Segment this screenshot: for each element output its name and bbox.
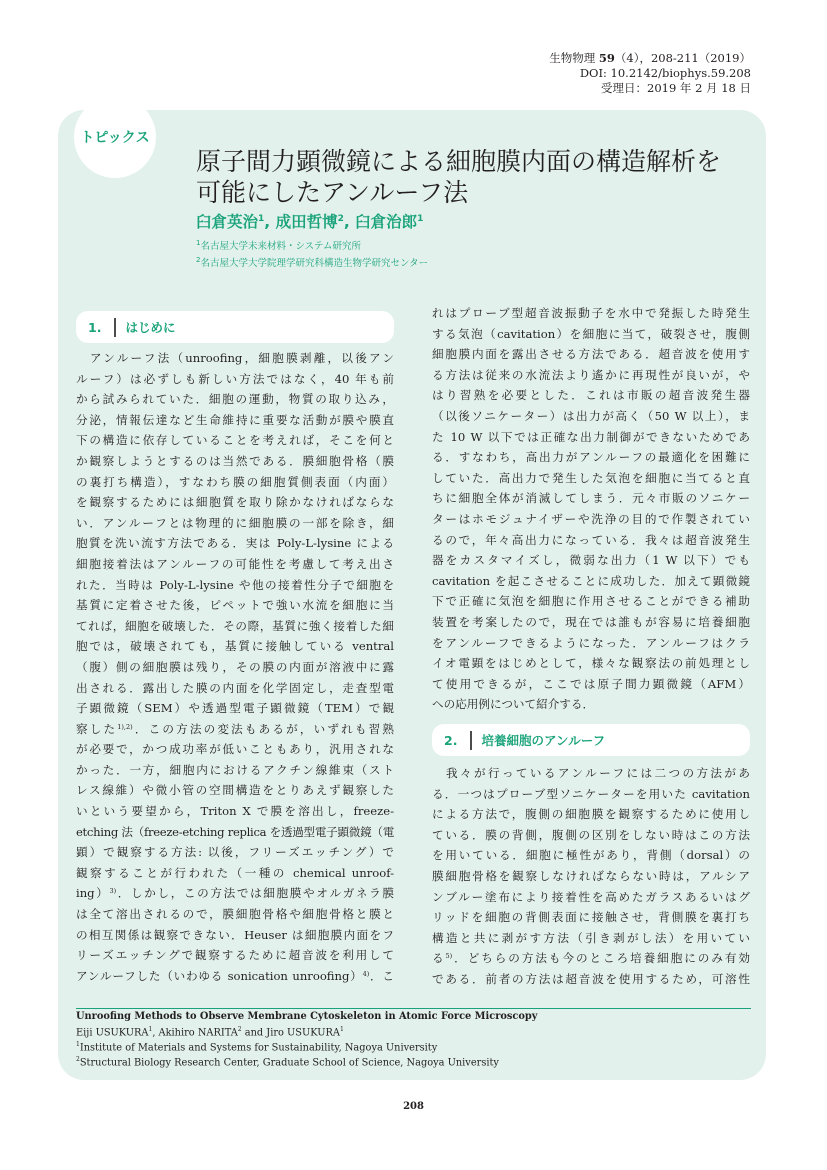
divider-rule (76, 1008, 751, 1009)
reference-4[interactable]: 4) (362, 969, 370, 978)
reference-1-2[interactable]: 1),2) (117, 722, 133, 731)
left-column: アンルーフ法（unroofing，細胞膜剥離，以後アン ルーフ）は必ずしも新しい方法ではなく，40 年も前 から試みられていた．細胞の運動，物質の取り込み， 分泌，情報伝達など生命維持に重要な活動が膜や膜直 下の構造に依存していることを考えれば，そこを何と か観察しようとするのは当然である．膜細胞骨格（膜 の裏打ち構造），すなわち膜の細胞質側表面（内面） を観察するためには細胞質を取り除かなければならな い．アンルーフとは物理的に細胞膜の一部を除き，細 胞質を洗い流す方法である．実は Poly-L-lysine による 細胞接着法はアンルーフの可能性を考慮して考え出さ れた．当時は Poly-L-lysine や他の接着性分子で細胞を 基質に定着させた後，ピペットで強い水流を細胞に当 てれば，細胞を破壊した．その際，基質に強く接着した細 胞では，破壊されても，基質に接触している ventral （腹）側の細胞膜は残り，その膜の内面が溶液中に露 出される．露出した膜の内面を化学固定し，走査型電 子顕微鏡（SEM）や透過型電子顕微鏡（TEM）で観 察した$^{1),2)}$．この方法の変法もあるが，いずれも習熟 が必要で，かつ成功率が低いこともあり，汎用されな かった．一方，細胞内におけるアクチン線維束（スト レス線維）や微小管の空間構造をとりあえず観察した いという要望から，Triton X で膜を溶出し，freeze- etching 法（freeze-etching replica を透過型電子顕微鏡（電 顕）で観察する方法: 以後，フリーズエッチング）で 観察することが行われた（一種の chemical unroof- ing）$^{3)}$．しかし，この方法では細胞膜やオルガネラ膜 は全て溶出されるので，膜細胞骨格や細胞骨格と膜と の相互関係は観察できない．Heuser は細胞膜内面をフ リーズエッチングで観察するために超音波を利用して アンルーフした（いわゆる sonication unroofing）$^{4)}$．こ (76, 348, 394, 986)
english-authors: Eiji USUKURA$^1$, Akihiro NARITA$^2$ and Jiro USUKURA$^1$ (76, 1026, 344, 1039)
affiliation-2: $^2$名古屋大学大学院理学研究科構造生物学研究センター (196, 255, 429, 269)
citation-line-3: ing）$^{3)}$．しかし，この方法では細胞膜やオルガネラ膜 (76, 886, 394, 901)
topics-badge: トピックス (74, 96, 156, 178)
section-heading-2: 2. 培養細胞のアンルーフ (432, 724, 750, 756)
doi: DOI: 10.2142/biophys.59.208 (579, 66, 751, 80)
right-column-bottom: 我々が行っているアンルーフには二つの方法があ る．一つはプローブ型ソニケーターを用いた cavitation による方法で，腹側の細胞膜を観察するために使用し ている．膜の背側，腹側の区別をしない時はこの方法 を用いている．細胞に極性があり，背側（dorsal）の 膜細胞骨格を観察しなければならない時は，アルシア ンブルー塗布により接着性を高めたガラスあるいはグ リッドを細胞の背側表面に接触させ，背側膜を裏打ち 構造と共に剥がす方法（引き剥がし法）を用いてい る$^{5)}$．どちらの方法も今のところ培養細胞にのみ有効 である．前者の方法は超音波を使用するため，可溶性 (432, 766, 750, 986)
right-column-top: れはプローブ型超音波振動子を水中で発振した時発生 する気泡（cavitation）を細胞に当て，破裂させ，腹側 細胞膜内面を露出させる方法である．超音波を使用す る方法は従来の水流法より遙かに再現性が良いが，や はり習熟を必要とした．これは市販の超音波発生器 （以後ソニケーター）は出力が高く（50 W 以上），ま た 10 W 以下では正確な出力制御ができないためであ る．すなわち，高出力がアンルーフの最適化を困難に していた．高出力で発生した気泡を細胞に当てると直 ちに細胞全体が消滅してしまう．元々市販のソニケー ターはホモジュナイザーや洗浄の目的で作製されてい るので，年々高出力になっている．我々は超音波発生 器をカスタマイズし，微弱な出力（1 W 以下）でも cavitation を起こさせることに成功した．加えて顕微鏡 下で正確に気泡を細胞に作用させることができる補助 装置を考案したので，現在では誰もが容易に培養細胞 をアンルーフできるようになった．アンルーフはクラ イオ電顕をはじめとして，様々な観察法の前処理とし て使用できるが，ここでは原子間力顕微鏡（AFM） への応用例について紹介する． (432, 306, 750, 712)
english-affiliation-1: $^1$Institute of Materials and Systems for Sustainability, Nagoya University (76, 1041, 438, 1054)
page-number: 208 (403, 1101, 424, 1112)
citation-line-5: る$^{5)}$．どちらの方法も今のところ培養細胞にのみ有効 (432, 951, 750, 966)
citation-line-1-2: 察した$^{1),2)}$．この方法の変法もあるが，いずれも習熟 (76, 721, 394, 736)
citation-line: 生物物理 59（4），208-211（2019） (549, 51, 751, 65)
citation-line-4: アンルーフした（いわゆる sonication unroofing）$^{4)}$．こ (76, 968, 394, 983)
reference-3[interactable]: 3) (109, 887, 117, 896)
received-date: 受理日：2019 年 2 月 18 日 (601, 81, 751, 95)
english-title: Unroofing Methods to Observe Membrane Cytoskeleton in Atomic Force Microscopy (76, 1011, 538, 1022)
section-heading-1: 1. はじめに (76, 311, 394, 343)
author-list: 臼倉英治$^1$, 成田哲博$^2$, 臼倉治郎$^1$ (196, 213, 424, 231)
affiliation-1: $^1$名古屋大学未来材料・システム研究所 (196, 238, 362, 252)
reference-5[interactable]: 5) (445, 952, 453, 961)
journal-header (549, 51, 751, 96)
english-affiliation-2: $^2$Structural Biology Research Center, Graduate School of Science, Nagoya University (76, 1056, 499, 1069)
article-title: 原子間力顕微鏡による細胞膜内面の構造解析を 可能にしたアンルーフ法 (196, 147, 722, 207)
